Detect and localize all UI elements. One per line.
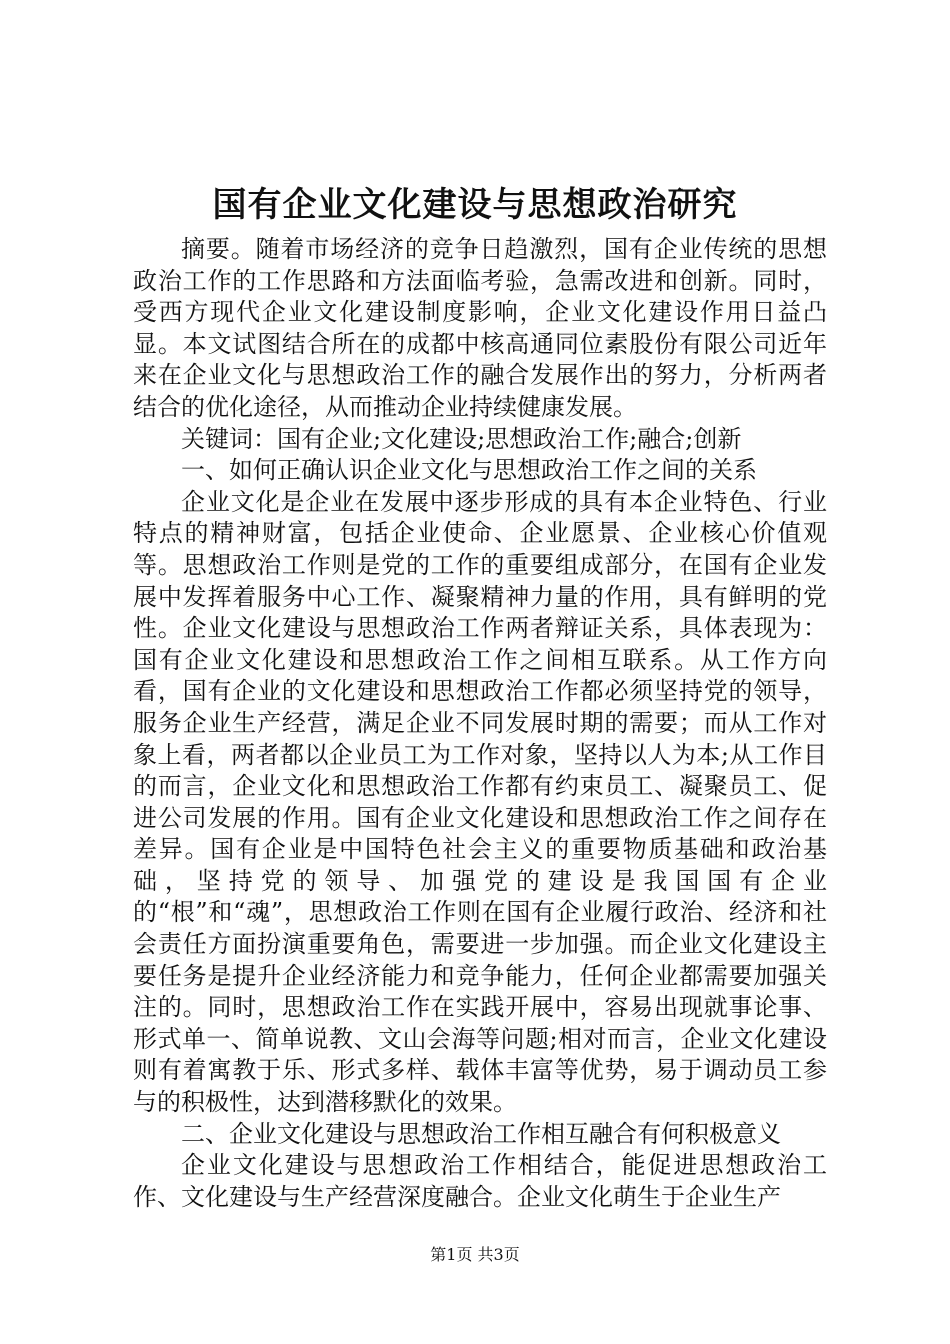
page-footer: 第1页 共3页: [430, 1245, 520, 1264]
body-paragraph: 企业文化是企业在发展中逐步形成的具有本企业特色、行业特点的精神财富，包括企业使命、企业愿景、企业核心价值观等。思想政治工作则是党的工作的重要组成部分，在国有企业发展中发挥着服务中心工作、凝聚精神力量的作用，具有鲜明的党性。企业文化建设与思想政治工作两者辩证关系，具体表现为：国有企业文化建设和思想政治工作之间相互联系。从工作方向看，国有企业的文化建设和思想政治工作都必须坚持党的领导，服务企业生产经营，满足企业不同发展时期的需要；而从工作对象上看，两者都以企业员工为工作对象，坚持以人为本;从工作目的而言，企业文化和思想政治工作都有约束员工、凝聚员工、促进公司发展的作用。国有企业文化建设和思想政治工作之间存在差异。国有企业是中国特色社会主义的重要物质基础和政治基础，坚持党的领导、加强党的建设是我国国有企业的“根”和“魂”，思想政治工作则在国有企业履行政治、经济和社会责任方面扮演重要角色，需要进一步加强。而企业文化建设主要任务是提升企业经济能力和竞争能力，任何企业都需要加强关注的。同时，思想政治工作在实践开展中，容易出现就事论事、形式单一、简单说教、文山会海等问题;相对而言，企业文化建设则有着寓教于乐、形式多样、载体丰富等优势，易于调动员工参与的积极性，达到潜移默化的效果。: [133, 487, 827, 1117]
document-title: 国有企业文化建设与思想政治研究: [212, 185, 738, 225]
body-paragraph: 企业文化建设与思想政治工作相结合，能促进思想政治工作、文化建设与生产经营深度融合。企业文化萌生于企业生产: [133, 1151, 827, 1211]
keywords-paragraph: 关键词：国有企业;文化建设;思想政治工作;融合;创新: [181, 424, 742, 453]
abstract-paragraph: 摘要。随着市场经济的竞争日趋激烈，国有企业传统的思想政治工作的工作思路和方法面临考验，急需改进和创新。同时，受西方现代企业文化建设制度影响，企业文化建设作用日益凸显。本文试图结合所在的成都中核高通同位素股份有限公司近年来在企业文化与思想政治工作的融合发展作出的努力，分析两者结合的优化途径，从而推动企业持续健康发展。: [133, 235, 827, 421]
document-body: [133, 234, 827, 1213]
section-heading-2: 二、企业文化建设与思想政治工作相互融合有何积极意义: [181, 1119, 781, 1148]
section-heading-1: 一、如何正确认识企业文化与思想政治工作之间的关系: [181, 456, 757, 485]
